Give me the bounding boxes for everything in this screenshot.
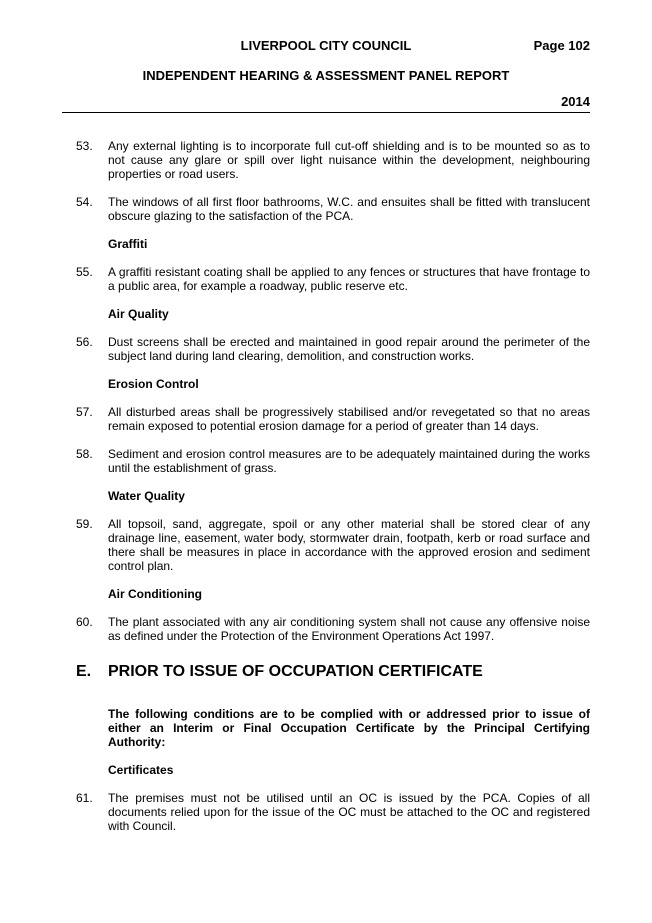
condition-number: 56. [76, 335, 93, 349]
condition-text: All topsoil, sand, aggregate, spoil or any other material shall be stored clear of any drainage line, easement, water body, stormwater drain, footpath, kerb or road surface and there shall be measures in place in accordance with the approved erosion and sediment control plan. [108, 517, 590, 573]
page-number: Page 102 [533, 38, 590, 53]
condition-number: 58. [76, 447, 93, 461]
condition-number: 55. [76, 265, 93, 279]
section-title: PRIOR TO ISSUE OF OCCUPATION CERTIFICATE [108, 663, 483, 680]
condition-text: Dust screens shall be erected and maintained in good repair around the perimeter of the subject land during land clearing, demolition, and construction works. [108, 335, 590, 363]
subheading-air-conditioning: Air Conditioning [108, 587, 202, 601]
condition-text: The premises must not be utilised until an OC is issued by the PCA. Copies of all documents relied upon for the issue of the OC must be attached to the OC and registered with Council. [108, 791, 590, 833]
condition-text: The plant associated with any air conditioning system shall not cause any offensive noise as defined under the Protection of the Environment Operations Act 1997. [108, 615, 590, 643]
condition-text: Sediment and erosion control measures are to be adequately maintained during the works until the establishment of grass. [108, 447, 590, 475]
condition-55 [62, 265, 590, 293]
subheading-graffiti: Graffiti [108, 237, 148, 251]
condition-number: 60. [76, 615, 93, 629]
condition-61 [62, 791, 590, 833]
section-letter: E. [76, 663, 92, 680]
condition-56 [62, 335, 590, 363]
document-body [62, 139, 590, 847]
condition-60 [62, 615, 590, 643]
condition-text: Any external lighting is to incorporate full cut-off shielding and is to be mounted so as to not cause any glare or spill over light nuisance within the development, neighbouring properties or road users. [108, 139, 590, 181]
condition-number: 61. [76, 791, 93, 805]
subheading-water-quality: Water Quality [108, 489, 185, 503]
condition-text: All disturbed areas shall be progressively stabilised and/or revegetated so that no areas remain exposed to potential erosion damage for a period of greater than 14 days. [108, 405, 590, 433]
condition-text: The windows of all first floor bathrooms, W.C. and ensuites shall be fitted with translucent obscure glazing to the satisfaction of the PCA. [108, 195, 590, 223]
condition-53 [62, 139, 590, 181]
condition-59 [62, 517, 590, 573]
subheading-air-quality: Air Quality [108, 307, 169, 321]
subheading-certificates: Certificates [108, 763, 174, 777]
council-name: LIVERPOOL CITY COUNCIL [240, 38, 412, 53]
condition-54 [62, 195, 590, 223]
section-e-heading [62, 663, 590, 681]
condition-number: 59. [76, 517, 93, 531]
condition-58 [62, 447, 590, 475]
subheading-erosion-control: Erosion Control [108, 377, 199, 391]
condition-number: 53. [76, 139, 93, 153]
condition-number: 54. [76, 195, 93, 209]
condition-number: 57. [76, 405, 93, 419]
condition-57 [62, 405, 590, 433]
section-e-intro: The following conditions are to be complied with or addressed prior to issue of either an Interim or Final Occupation Certificate by the Principal Certifying Authority: [108, 707, 590, 749]
condition-text: A graffiti resistant coating shall be applied to any fences or structures that have frontage to a public area, for example a roadway, public reserve etc. [108, 265, 590, 293]
report-title: INDEPENDENT HEARING & ASSESSMENT PANEL REPORT [142, 68, 510, 83]
header-divider [62, 112, 590, 113]
report-year: 2014 [561, 94, 590, 109]
